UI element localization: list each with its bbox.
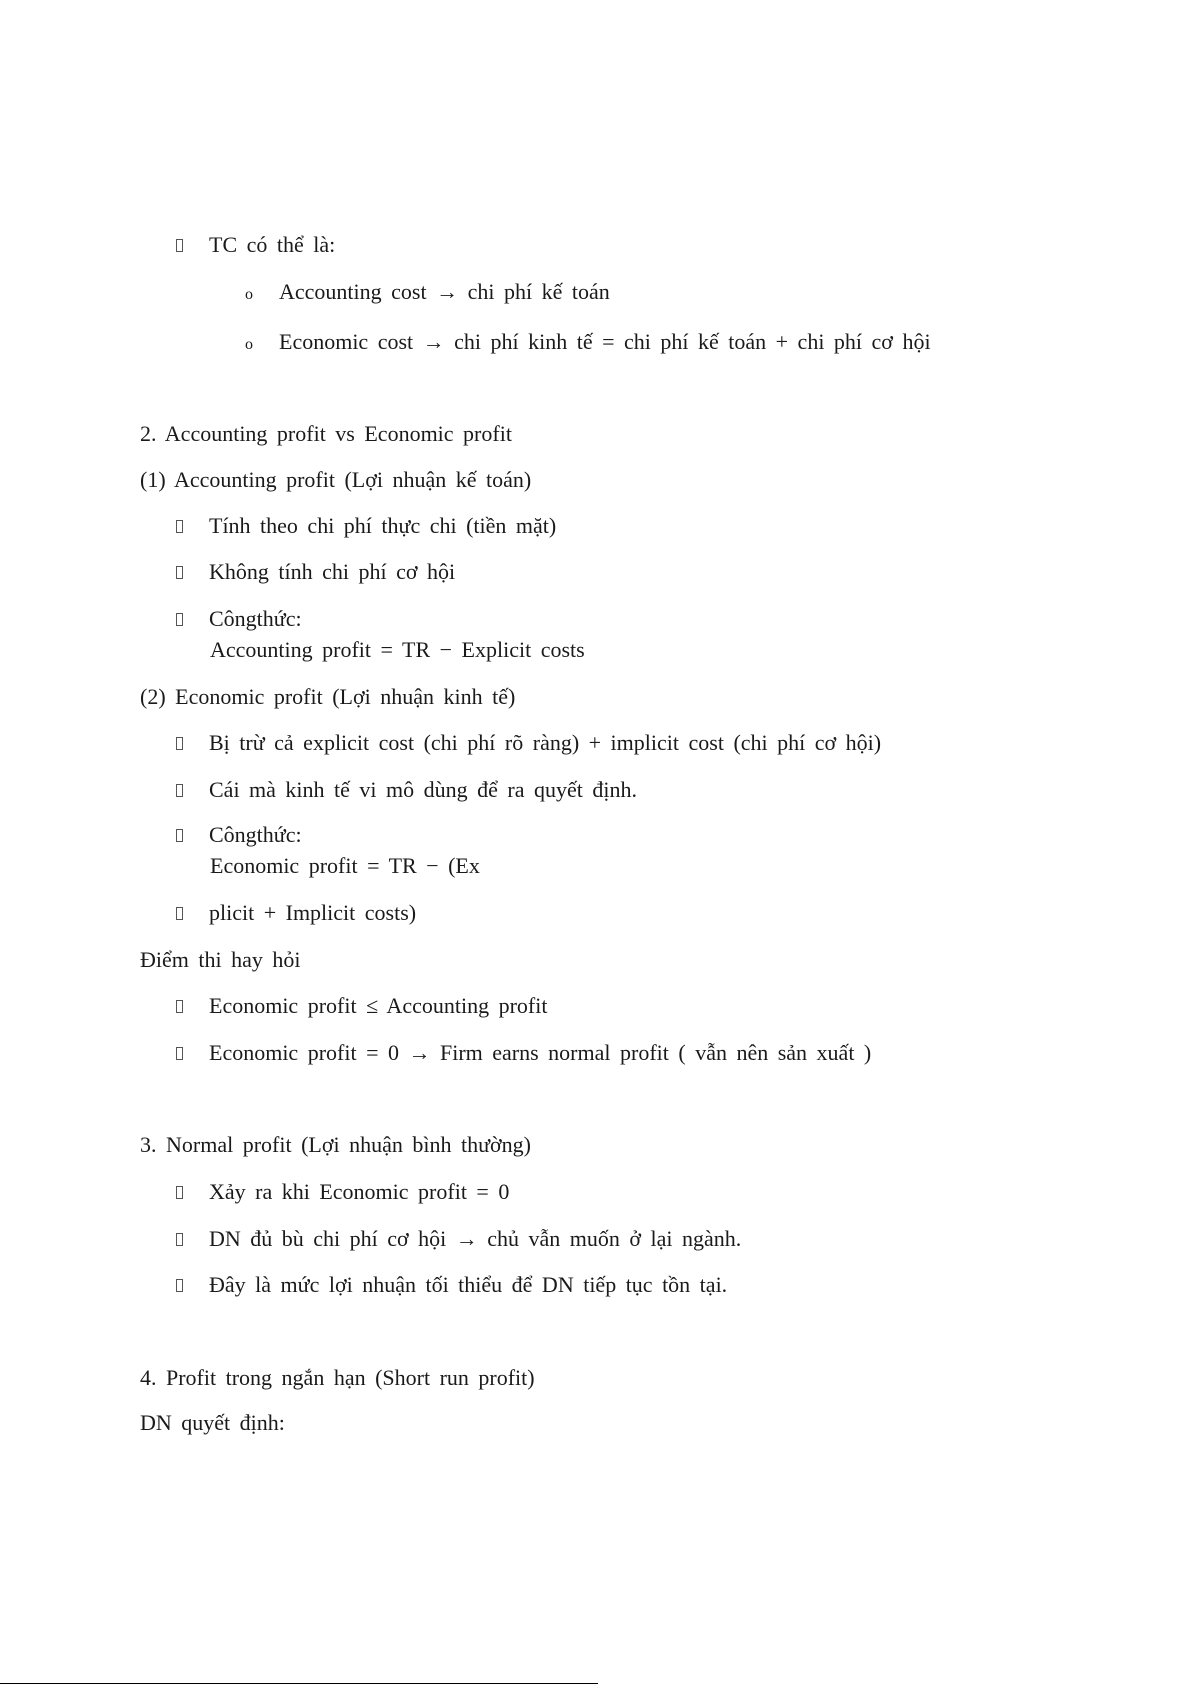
- bullet-icon: [176, 1000, 183, 1013]
- bullet-icon: [176, 907, 183, 920]
- bullet-icon: [176, 1186, 183, 1199]
- section-2-heading: 2. Accounting profit vs Economic profit: [140, 421, 512, 446]
- tc-item-economic-cost: Economic cost → chi phí kinh tế = chi phí kế toán + chi phí cơ hội: [279, 329, 931, 354]
- sub-bullet-marker: o: [245, 336, 253, 353]
- part-1-formula-label: Côngthức:: [209, 606, 302, 631]
- section-3-heading: 3. Normal profit (Lợi nhuận bình thường): [140, 1132, 531, 1157]
- economic-profit-formula-line-1: Economic profit = TR − (Ex: [210, 853, 480, 878]
- bullet-icon: [176, 239, 183, 252]
- bullet-icon: [176, 613, 183, 626]
- sub-bullet-marker: o: [245, 286, 253, 303]
- exam-item: Economic profit = 0 → Firm earns normal profit ( vẫn nên sản xuất ): [209, 1040, 872, 1065]
- tc-item-accounting-cost: Accounting cost → chi phí kế toán: [279, 279, 610, 304]
- accounting-profit-formula: Accounting profit = TR − Explicit costs: [210, 637, 585, 662]
- tc-intro: TC có thể là:: [209, 232, 336, 257]
- section-4-heading: 4. Profit trong ngắn hạn (Short run profit): [140, 1365, 535, 1390]
- section-3-item: Xảy ra khi Economic profit = 0: [209, 1179, 510, 1204]
- section-3-item: DN đủ bù chi phí cơ hội → chủ vẫn muốn ở lại ngành.: [209, 1226, 742, 1251]
- part-2-item: Bị trừ cả explicit cost (chi phí rõ ràng) + implicit cost (chi phí cơ hội): [209, 730, 882, 755]
- bullet-icon: [176, 1047, 183, 1060]
- section-4-subheading: DN quyết định:: [140, 1410, 285, 1435]
- bullet-icon: [176, 1233, 183, 1246]
- part-1-heading: (1) Accounting profit (Lợi nhuận kế toán): [140, 467, 532, 492]
- footnote-rule: [0, 1683, 598, 1684]
- part-2-heading: (2) Economic profit (Lợi nhuận kinh tế): [140, 684, 516, 709]
- part-2-formula-label: Côngthức:: [209, 822, 302, 847]
- bullet-icon: [176, 520, 183, 533]
- part-2-item: Cái mà kinh tế vi mô dùng để ra quyết định.: [209, 777, 637, 802]
- bullet-icon: [176, 784, 183, 797]
- bullet-icon: [176, 566, 183, 579]
- part-1-item: Tính theo chi phí thực chi (tiền mặt): [209, 513, 557, 538]
- bullet-icon: [176, 829, 183, 842]
- bullet-icon: [176, 737, 183, 750]
- exam-item: Economic profit ≤ Accounting profit: [209, 993, 548, 1018]
- section-3-item: Đây là mức lợi nhuận tối thiểu để DN tiếp tục tồn tại.: [209, 1272, 728, 1297]
- part-1-item: Không tính chi phí cơ hội: [209, 559, 456, 584]
- bullet-icon: [176, 1279, 183, 1292]
- exam-heading: Điểm thi hay hỏi: [140, 947, 301, 972]
- economic-profit-formula-line-2: plicit + Implicit costs): [209, 900, 417, 925]
